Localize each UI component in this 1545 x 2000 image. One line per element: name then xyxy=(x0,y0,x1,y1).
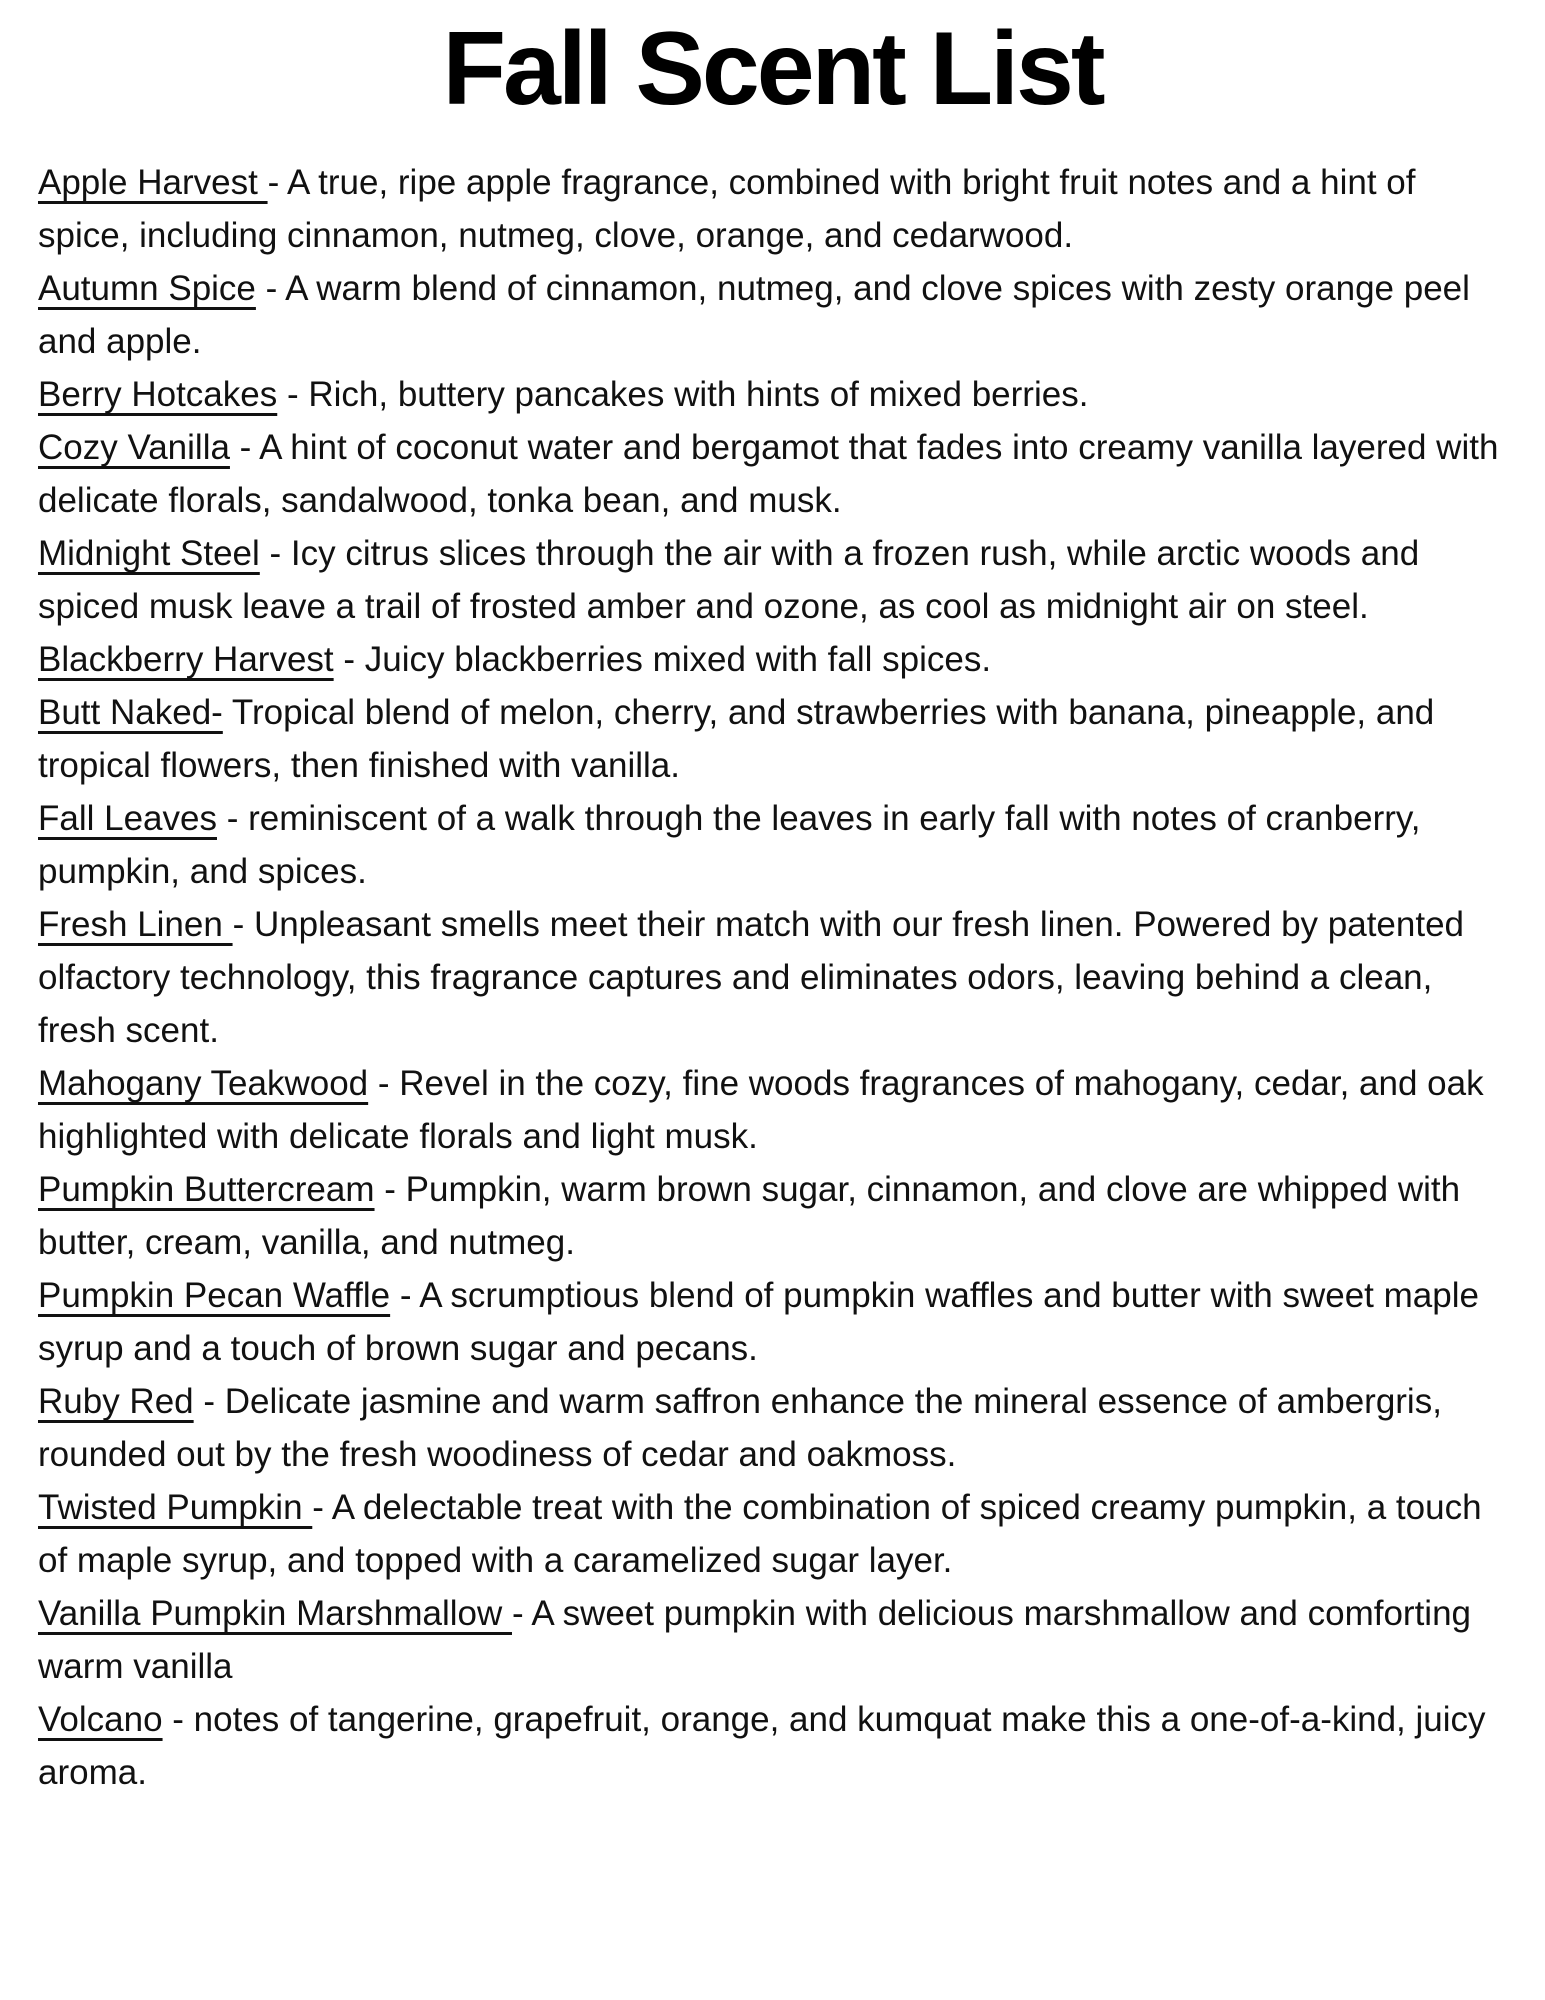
scent-description: - notes of tangerine, grapefruit, orange, and kumquat make this a one-of-a-kind, juicy aroma. xyxy=(38,1700,1486,1793)
scent-name: Fall Leaves xyxy=(38,799,217,839)
scent-entry xyxy=(38,792,1512,898)
scent-description: - A delectable treat with the combination of spiced creamy pumpkin, a touch of maple syrup, and topped with a caramelized sugar layer. xyxy=(38,1488,1482,1581)
scent-description: - Pumpkin, warm brown sugar, cinnamon, and clove are whipped with butter, cream, vanilla, and nutmeg. xyxy=(38,1170,1461,1263)
scent-entry xyxy=(38,1375,1512,1481)
scent-name: Vanilla Pumpkin Marshmallow xyxy=(38,1594,512,1634)
scent-name: Ruby Red xyxy=(38,1382,194,1422)
scent-list xyxy=(0,156,1545,1799)
scent-entry xyxy=(38,1693,1512,1799)
scent-entry xyxy=(38,527,1512,633)
scent-name: Berry Hotcakes xyxy=(38,375,278,415)
scent-entry xyxy=(38,1481,1512,1587)
scent-entry xyxy=(38,686,1512,792)
scent-description: - Revel in the cozy, fine woods fragrances of mahogany, cedar, and oak highlighted with delicate florals and light musk. xyxy=(38,1064,1484,1157)
scent-entry xyxy=(38,633,1512,686)
scent-entry xyxy=(38,156,1512,262)
scent-entry xyxy=(38,1057,1512,1163)
scent-name: Midnight Steel xyxy=(38,534,260,574)
scent-description: - Unpleasant smells meet their match with our fresh linen. Powered by patented olfactory technology, this fragrance captures and eliminates odors, leaving behind a clean, fresh scent. xyxy=(38,905,1465,1051)
scent-name: Blackberry Harvest xyxy=(38,640,334,680)
scent-name: Cozy Vanilla xyxy=(38,428,230,468)
scent-name: Autumn Spice xyxy=(38,269,256,309)
scent-entry xyxy=(38,1163,1512,1269)
scent-name: Twisted Pumpkin xyxy=(38,1488,313,1528)
scent-name: Fresh Linen xyxy=(38,905,233,945)
scent-description: - A scrumptious blend of pumpkin waffles and butter with sweet maple syrup and a touch of brown sugar and pecans. xyxy=(38,1276,1479,1369)
scent-description: - A true, ripe apple fragrance, combined with bright fruit notes and a hint of spice, including cinnamon, nutmeg, clove, orange, and cedarwood. xyxy=(38,163,1416,256)
scent-name: Apple Harvest xyxy=(38,163,268,203)
page-title: Fall Scent List xyxy=(442,11,1103,127)
scent-name: Mahogany Teakwood xyxy=(38,1064,369,1104)
scent-name: Pumpkin Buttercream xyxy=(38,1170,375,1210)
scent-description: - A warm blend of cinnamon, nutmeg, and clove spices with zesty orange peel and apple. xyxy=(38,269,1470,362)
scent-description: - Rich, buttery pancakes with hints of mixed berries. xyxy=(277,375,1089,415)
scent-entry xyxy=(38,1269,1512,1375)
scent-description: - reminiscent of a walk through the leaves in early fall with notes of cranberry, pumpkin, and spices. xyxy=(38,799,1421,892)
scent-description: - Juicy blackberries mixed with fall spices. xyxy=(333,640,992,680)
scent-name: Butt Naked- xyxy=(38,693,223,733)
scent-entry xyxy=(38,262,1512,368)
scent-description: - Delicate jasmine and warm saffron enhance the mineral essence of ambergris, rounded out by the fresh woodiness of cedar and oakmoss. xyxy=(38,1382,1442,1475)
scent-name: Pumpkin Pecan Waffle xyxy=(38,1276,391,1316)
scent-entry xyxy=(38,898,1512,1057)
scent-description: - A sweet pumpkin with delicious marshmallow and comforting warm vanilla xyxy=(38,1594,1472,1687)
scent-description: - Icy citrus slices through the air with a frozen rush, while arctic woods and spiced musk leave a trail of frosted amber and ozone, as cool as midnight air on steel. xyxy=(38,534,1420,627)
scent-description: - A hint of coconut water and bergamot that fades into creamy vanilla layered with delicate florals, sandalwood, tonka bean, and musk. xyxy=(38,428,1499,521)
scent-description: Tropical blend of melon, cherry, and strawberries with banana, pineapple, and tropical flowers, then finished with vanilla. xyxy=(38,693,1435,786)
scent-entry xyxy=(38,421,1512,527)
scent-entry xyxy=(38,368,1512,421)
scent-name: Volcano xyxy=(38,1700,163,1740)
scent-entry xyxy=(38,1587,1512,1693)
